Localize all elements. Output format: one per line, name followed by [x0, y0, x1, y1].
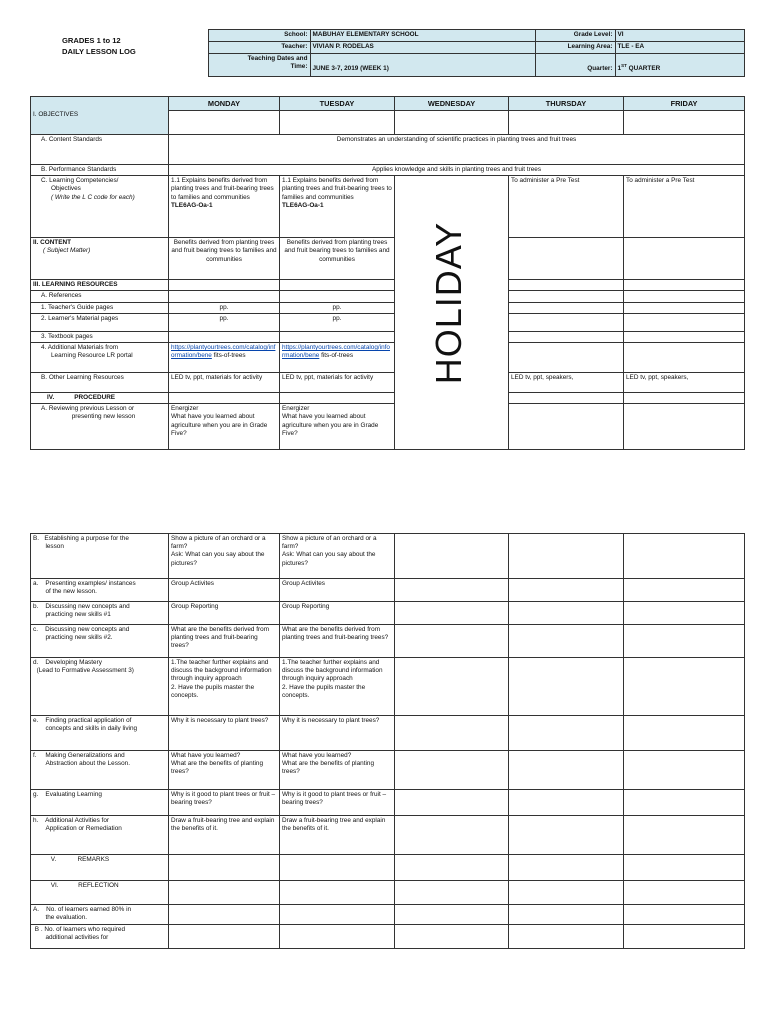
procedure-thursday [509, 925, 624, 949]
teacher-label: Teacher: [208, 42, 310, 54]
objectives-label: Objectives [51, 185, 81, 193]
review-monday: Energizer What have you learned about agriculture when you are in Grade Five? [169, 404, 280, 450]
procedure-tuesday: What have you learned? What are the benefits of planting trees? [280, 751, 395, 790]
procedure-step-label: a. Presenting examples/ instances of the new lesson. [31, 579, 169, 602]
competency-tuesday: 1.1 Explains benefits derived from planting trees and fruit-bearing trees to families and communities [282, 177, 392, 201]
day-header-monday: MONDAY [169, 97, 280, 111]
lesson-table-part1 [30, 96, 745, 450]
procedure-monday: 1.The teacher further explains and discuss the background information through inquiry approach 2. Have the pupils master the concepts. [169, 658, 280, 716]
procedure-step-label: d. Developing Mastery (Lead to Formative Assessment 3) [31, 658, 169, 716]
lesson-table-part2 [30, 533, 745, 949]
learning-resources-label: III. LEARNING RESOURCES [31, 280, 169, 291]
procedure-tuesday: Group Activites [280, 579, 395, 602]
procedure-step-label: A. No. of learners earned 80% in the evaluation. [31, 905, 169, 925]
procedure-monday: What have you learned? What are the benefits of planting trees? [169, 751, 280, 790]
review-tuesday: Energizer What have you learned about agriculture when you are in Grade Five? [280, 404, 395, 450]
quarter-value: 1ST QUARTER [615, 54, 744, 77]
log-title-line1: GRADES 1 to 12 [62, 35, 121, 45]
procedure-tuesday [280, 925, 395, 949]
procedure-step-label: h. Additional Activities for Application or Remediation [31, 816, 169, 855]
procedure-monday: Group Reporting [169, 602, 280, 625]
procedure-friday [624, 790, 745, 816]
procedure-row [31, 534, 745, 579]
procedure-wednesday [395, 579, 509, 602]
teaching-dates-value: JUNE 3-7, 2019 (WEEK 1) [310, 54, 535, 77]
procedure-wednesday [395, 751, 509, 790]
lm-pages-tuesday: pp. [280, 313, 395, 331]
procedure-wednesday [395, 534, 509, 579]
procedure-friday [624, 602, 745, 625]
textbook-pages-label: 3. Textbook pages [31, 331, 169, 342]
procedure-friday [624, 855, 745, 881]
procedure-step-label: VI. REFLECTION [31, 881, 169, 905]
procedure-step-label: e. Finding practical application of concepts and skills in daily living [31, 716, 169, 751]
procedure-wednesday [395, 625, 509, 658]
competency-code-tuesday: TLE6AG-Oa-1 [282, 201, 324, 209]
procedure-monday [169, 881, 280, 905]
procedure-monday [169, 855, 280, 881]
procedure-wednesday [395, 658, 509, 716]
procedure-friday [624, 816, 745, 855]
content-monday: Benefits derived from planting trees and fruit bearing trees to families and communities [169, 238, 280, 280]
procedure-friday [624, 658, 745, 716]
procedure-step-label: B . No. of learners who required additional activities for [31, 925, 169, 949]
procedure-friday [624, 534, 745, 579]
procedure-friday [624, 881, 745, 905]
procedure-step-label: g. Evaluating Learning [31, 790, 169, 816]
procedure-monday [169, 925, 280, 949]
procedure-monday: Draw a fruit-bearing tree and explain the benefits of it. [169, 816, 280, 855]
lc-code-note: ( Write the L C code for each) [51, 193, 135, 201]
quarter-label: Quarter: [535, 54, 615, 77]
content-label: II. CONTENT [33, 239, 71, 247]
grade-level-label: Grade Level: [535, 30, 615, 42]
procedure-row [31, 716, 745, 751]
lm-pages-monday: pp. [169, 313, 280, 331]
procedure-step-label: b. Discussing new concepts and practicing new skills #1 [31, 602, 169, 625]
procedure-thursday [509, 602, 624, 625]
references-label: A. References [31, 291, 169, 302]
learners-material-label: 2. Learner's Material pages [31, 313, 169, 331]
procedure-tuesday: Why is it good to plant trees or fruit –bearing trees? [280, 790, 395, 816]
learning-area-label: Learning Area: [535, 42, 615, 54]
teacher-value: VIVIAN P. RODELAS [310, 42, 535, 54]
procedure-wednesday [395, 881, 509, 905]
procedure-row [31, 579, 745, 602]
presenting-new-lesson-label: presenting new lesson [71, 413, 136, 421]
procedure-step-label: V. REMARKS [31, 855, 169, 881]
additional-materials-monday: https://plantyourtrees.com/catalog/information/bene fits-of-trees [169, 342, 280, 372]
procedure-row [31, 855, 745, 881]
procedure-monday: What are the benefits derived from planting trees and fruit-bearing trees? [169, 625, 280, 658]
day-header-thursday: THURSDAY [509, 97, 624, 111]
log-title-line2: DAILY LESSON LOG [62, 47, 136, 57]
procedure-thursday [509, 816, 624, 855]
procedure-monday: Why it is necessary to plant trees? [169, 716, 280, 751]
wednesday-holiday-cell [395, 176, 509, 450]
lr-portal-label: Learning Resource LR portal [51, 352, 133, 360]
performance-standards-label: B. Performance Standards [31, 165, 169, 176]
procedure-thursday [509, 905, 624, 925]
procedure-thursday [509, 579, 624, 602]
header-table [30, 29, 745, 77]
content-tuesday: Benefits derived from planting trees and fruit bearing trees to families and communities [280, 238, 395, 280]
learning-area-value: TLE - EA [615, 42, 744, 54]
procedure-friday [624, 751, 745, 790]
procedure-row [31, 790, 745, 816]
other-resources-label: B. Other Learning Resources [31, 372, 169, 392]
objectives-heading: I. OBJECTIVES [31, 97, 169, 135]
grade-level-value: VI [615, 30, 744, 42]
other-resources-monday: LED tv, ppt, materials for activity [169, 372, 280, 392]
procedure-thursday [509, 751, 624, 790]
procedure-thursday [509, 716, 624, 751]
procedure-tuesday: Draw a fruit-bearing tree and explain the benefits of it. [280, 816, 395, 855]
tg-pages-monday: pp. [169, 302, 280, 313]
procedure-step-label: c. Discussing new concepts and practicing new skills #2. [31, 625, 169, 658]
teaching-time-label: Time: [290, 63, 308, 71]
procedure-tuesday: Show a picture of an orchard or a farm? Ask: What can you say about the pictures? [280, 534, 395, 579]
procedure-row [31, 881, 745, 905]
tg-pages-tuesday: pp. [280, 302, 395, 313]
additional-materials-tuesday: https://plantyourtrees.com/catalog/information/bene fits-of-trees [280, 342, 395, 372]
procedure-monday [169, 905, 280, 925]
procedure-tuesday: Group Reporting [280, 602, 395, 625]
procedure-tuesday [280, 905, 395, 925]
procedure-monday: Why is it good to plant trees or fruit –bearing trees? [169, 790, 280, 816]
procedure-thursday [509, 625, 624, 658]
day-header-tuesday: TUESDAY [280, 97, 395, 111]
procedure-thursday [509, 534, 624, 579]
content-standards-text: Demonstrates an understanding of scientific practices in planting trees and fruit trees [169, 135, 745, 165]
procedure-step-label: B. Establishing a purpose for the lesson [31, 534, 169, 579]
procedure-row [31, 751, 745, 790]
procedure-friday [624, 579, 745, 602]
subject-matter-label: ( Subject Matter) [43, 247, 91, 255]
procedure-step-label: f. Making Generalizations and Abstraction about the Lesson. [31, 751, 169, 790]
procedure-thursday [509, 658, 624, 716]
other-resources-tuesday: LED tv, ppt, materials for activity [280, 372, 395, 392]
procedure-tuesday: What are the benefits derived from planting trees and fruit-bearing trees? [280, 625, 395, 658]
holiday-label: HOLIDAY [427, 222, 469, 385]
additional-materials-label: 4. Additional Materials from [41, 343, 119, 351]
procedure-friday [624, 625, 745, 658]
procedure-friday [624, 716, 745, 751]
other-resources-friday: LED tv, ppt, speakers, [624, 372, 745, 392]
procedure-monday: Show a picture of an orchard or a farm? Ask: What can you say about the pictures? [169, 534, 280, 579]
review-lesson-label: A. Reviewing previous Lesson or [41, 405, 135, 413]
procedure-wednesday [395, 602, 509, 625]
day-header-friday: FRIDAY [624, 97, 745, 111]
procedure-friday [624, 925, 745, 949]
procedure-row [31, 602, 745, 625]
procedure-wednesday [395, 925, 509, 949]
performance-standards-text: Applies knowledge and skills in planting trees and fruit trees [169, 165, 745, 176]
school-value: MABUHAY ELEMENTARY SCHOOL [310, 30, 535, 42]
friday-pretest: To administer a Pre Test [624, 176, 745, 238]
procedure-row [31, 816, 745, 855]
procedure-thursday [509, 881, 624, 905]
procedure-tuesday [280, 855, 395, 881]
procedure-wednesday [395, 716, 509, 751]
procedure-monday: Group Activites [169, 579, 280, 602]
procedure-row [31, 905, 745, 925]
procedure-tuesday [280, 881, 395, 905]
teaching-dates-label: Teaching Dates and [247, 55, 308, 62]
procedure-tuesday: 1.The teacher further explains and discuss the background information through inquiry approach 2. Have the pupils master the concepts. [280, 658, 395, 716]
procedure-heading: IV. PROCEDURE [31, 392, 169, 403]
procedure-row [31, 925, 745, 949]
procedure-thursday [509, 855, 624, 881]
procedure-wednesday [395, 816, 509, 855]
competency-code-monday: TLE6AG-Oa-1 [171, 201, 213, 209]
procedure-row [31, 625, 745, 658]
competency-monday: 1.1 Explains benefits derived from planting trees and fruit-bearing trees to families and communities [171, 177, 274, 201]
plantyourtrees-link-monday[interactable]: https://plantyourtrees.com/catalog/information/bene [171, 343, 276, 360]
procedure-thursday [509, 790, 624, 816]
procedure-tuesday: Why it is necessary to plant trees? [280, 716, 395, 751]
competencies-label: C. Learning Competencies/ [41, 177, 119, 185]
procedure-row [31, 658, 745, 716]
thursday-pretest: To administer a Pre Test [509, 176, 624, 238]
other-resources-thursday: LED tv, ppt, speakers, [509, 372, 624, 392]
school-label: School: [208, 30, 310, 42]
content-standards-label: A. Content Standards [31, 135, 169, 165]
procedure-wednesday [395, 905, 509, 925]
plantyourtrees-link-tuesday[interactable]: https://plantyourtrees.com/catalog/information/bene [282, 343, 390, 360]
teachers-guide-label: 1. Teacher's Guide pages [31, 302, 169, 313]
day-header-wednesday: WEDNESDAY [395, 97, 509, 111]
procedure-wednesday [395, 855, 509, 881]
procedure-friday [624, 905, 745, 925]
procedure-wednesday [395, 790, 509, 816]
